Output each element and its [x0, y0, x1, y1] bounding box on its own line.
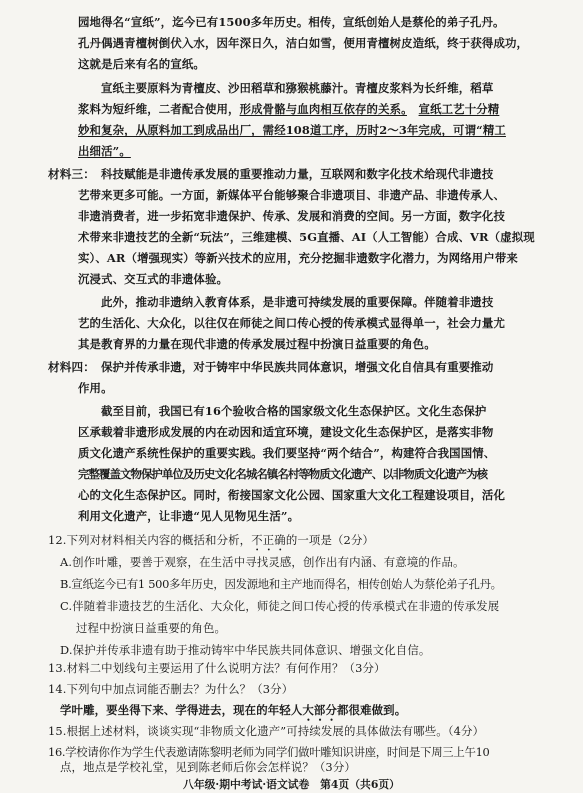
material3-line: 非遗消费者，进一步拓宽非遗保护、传承、发展和消费的空间。另一方面，数字化技 [78, 209, 506, 223]
underlined-sentence: 出细活”。 [78, 144, 131, 158]
material4-label: 材料四： [48, 360, 95, 374]
option-b: B.宣纸迄今已有1 500多年历史，因发源地和主产地而得名，相传创始人为蔡伦弟子孔丹。 [60, 577, 502, 591]
text-run: 的一项是（2分） [285, 533, 375, 547]
material3-line: 沉浸式、交互式的非遗体验。 [78, 272, 229, 286]
option-a: A.创作叶雕，要善于观察，在生活中寻找灵感，创作出有内涵、有意境的作品。 [60, 555, 465, 569]
material2-line: 孔丹偶遇青檀树倒伏入水，因年深日久，洁白如雪，便用青檀树皮造纸，终于获得成功， [78, 36, 529, 50]
text-gap [407, 102, 419, 116]
question-16: 16.学校请你作为学生代表邀请陈黎明老师为同学们做叶雕知识讲座，时间是下周三上午10 [48, 745, 490, 759]
material3-line: 其是教育界的力量在现代非遗的传承发展过程中扮演日益重要的角色。 [78, 337, 436, 351]
question-16-continued: 点，地点是学校礼堂，见到陈老师后你会怎样说？（3分） [60, 760, 356, 774]
material4-line: 质文化遗产系统性保护的重要实践。我们要坚持“两个结合”，构建符合我国国情、 [78, 446, 496, 460]
option-c: C.伴随着非遗技艺的生活化、大众化，师徒之间口传心授的传承模式在非遗的传承发展 [60, 599, 500, 613]
material3-line: 艺的生活化、大众化，以往仅在师徒之间口传心授的传承模式显得单一，社会力量尤 [78, 316, 506, 330]
underlined-sentence: 形成骨骼与血肉相互依存的关系。 [239, 102, 407, 116]
underlined-sentence: 宣纸工艺十分精 [418, 102, 500, 116]
material4-line: 截至目前，我国已有16个验收合格的国家级文化生态保护区。文化生态保护 [101, 404, 487, 418]
material4-line: 心的文化生态保护区。同时，衔接国家文化公园、国家重大文化工程建设项目，活化 [78, 488, 506, 502]
material2-line: 园地得名“宣纸”，迄今已有1500多年历史。相传，宣纸创始人是蔡伦的弟子孔丹。 [78, 15, 505, 29]
question-14-stem: 14.下列句中加点词能否删去？为什么？（3分） [48, 682, 294, 696]
material2-line [78, 101, 499, 118]
material4-line: 作用。 [78, 381, 113, 395]
material3-line: 实）、AR（增强现实）等新兴技术的应用，充分挖掘非遗数字化潜力，为网络用户带来 [78, 251, 518, 265]
question-14-sentence [60, 702, 406, 724]
emphasized-word: 不正确 [251, 533, 286, 547]
material3-line: 科技赋能是非遗传承发展的重要推动力量，互联网和数字化技术给现代非遗技 [101, 167, 494, 181]
text-run: 都很难做到。 [336, 703, 407, 717]
material3-line: 艺带来更多可能。一方面，新媒体平台能够聚合非遗项目、非遗产品、非遗传承人、 [78, 188, 506, 202]
question-15: 15.根据上述材料，谈谈实现“非物质文化遗产”可持续发展的具体做法有哪些。（4分） [48, 724, 485, 738]
emphasized-word: 大部分 [302, 703, 337, 717]
material3-line: 术带来非遗技艺的全新“玩法”，三维建模、5G直播、AI（人工智能）合成、VR（虚拟现 [78, 230, 535, 244]
underlined-sentence: 妙和复杂，从原料加工到成品出厂，需经108道工序，历时2～3年完成，可谓“精工 [78, 123, 506, 137]
material4-line: 利用文化遗产，让非遗“见人见物见生活”。 [78, 509, 300, 523]
material2-line: 宣纸主要原料为青檀皮、沙田稻草和猕猴桃藤汁。青檀皮浆料为长纤维，稻草 [101, 81, 494, 95]
question-13: 13.材料二中划线句主要运用了什么说明方法？有何作用？（3分） [48, 661, 386, 675]
question-12-stem [48, 532, 374, 554]
material2-line: 这就是后来有名的宣纸。 [78, 57, 205, 71]
material4-line: 完整覆盖文物保护单位及历史文化名城名镇名村等物质文化遗产、以非物质文化遗产为核 [78, 467, 488, 481]
page-footer: 八年级·期中考试·语文试卷 第4页（共6页） [183, 778, 400, 791]
material4-line: 区承载着非遗形成发展的内在动因和适宜环境，建设文化生态保护区，是落实非物 [78, 425, 494, 439]
text-run: 12.下列对材料相关内容的概括和分析， [48, 533, 252, 547]
material3-line: 此外，推动非遗纳入教育体系，是非遗可持续发展的重要保障。伴随着非遗技 [101, 295, 494, 309]
material3-label: 材料三： [48, 167, 95, 181]
text-run: 学叶雕，要坐得下来、学得进去，现在的年轻人 [60, 703, 303, 717]
option-c-continued: 过程中扮演日益重要的角色。 [76, 621, 227, 635]
option-d: D.保护并传承非遗有助于推动铸牢中华民族共同体意识、增强文化自信。 [60, 643, 431, 657]
text-run: 浆料为短纤维，二者配合使用， [78, 102, 240, 116]
material4-line: 保护并传承非遗，对于铸牢中华民族共同体意识，增强文化自信具有重要推动 [101, 360, 494, 374]
